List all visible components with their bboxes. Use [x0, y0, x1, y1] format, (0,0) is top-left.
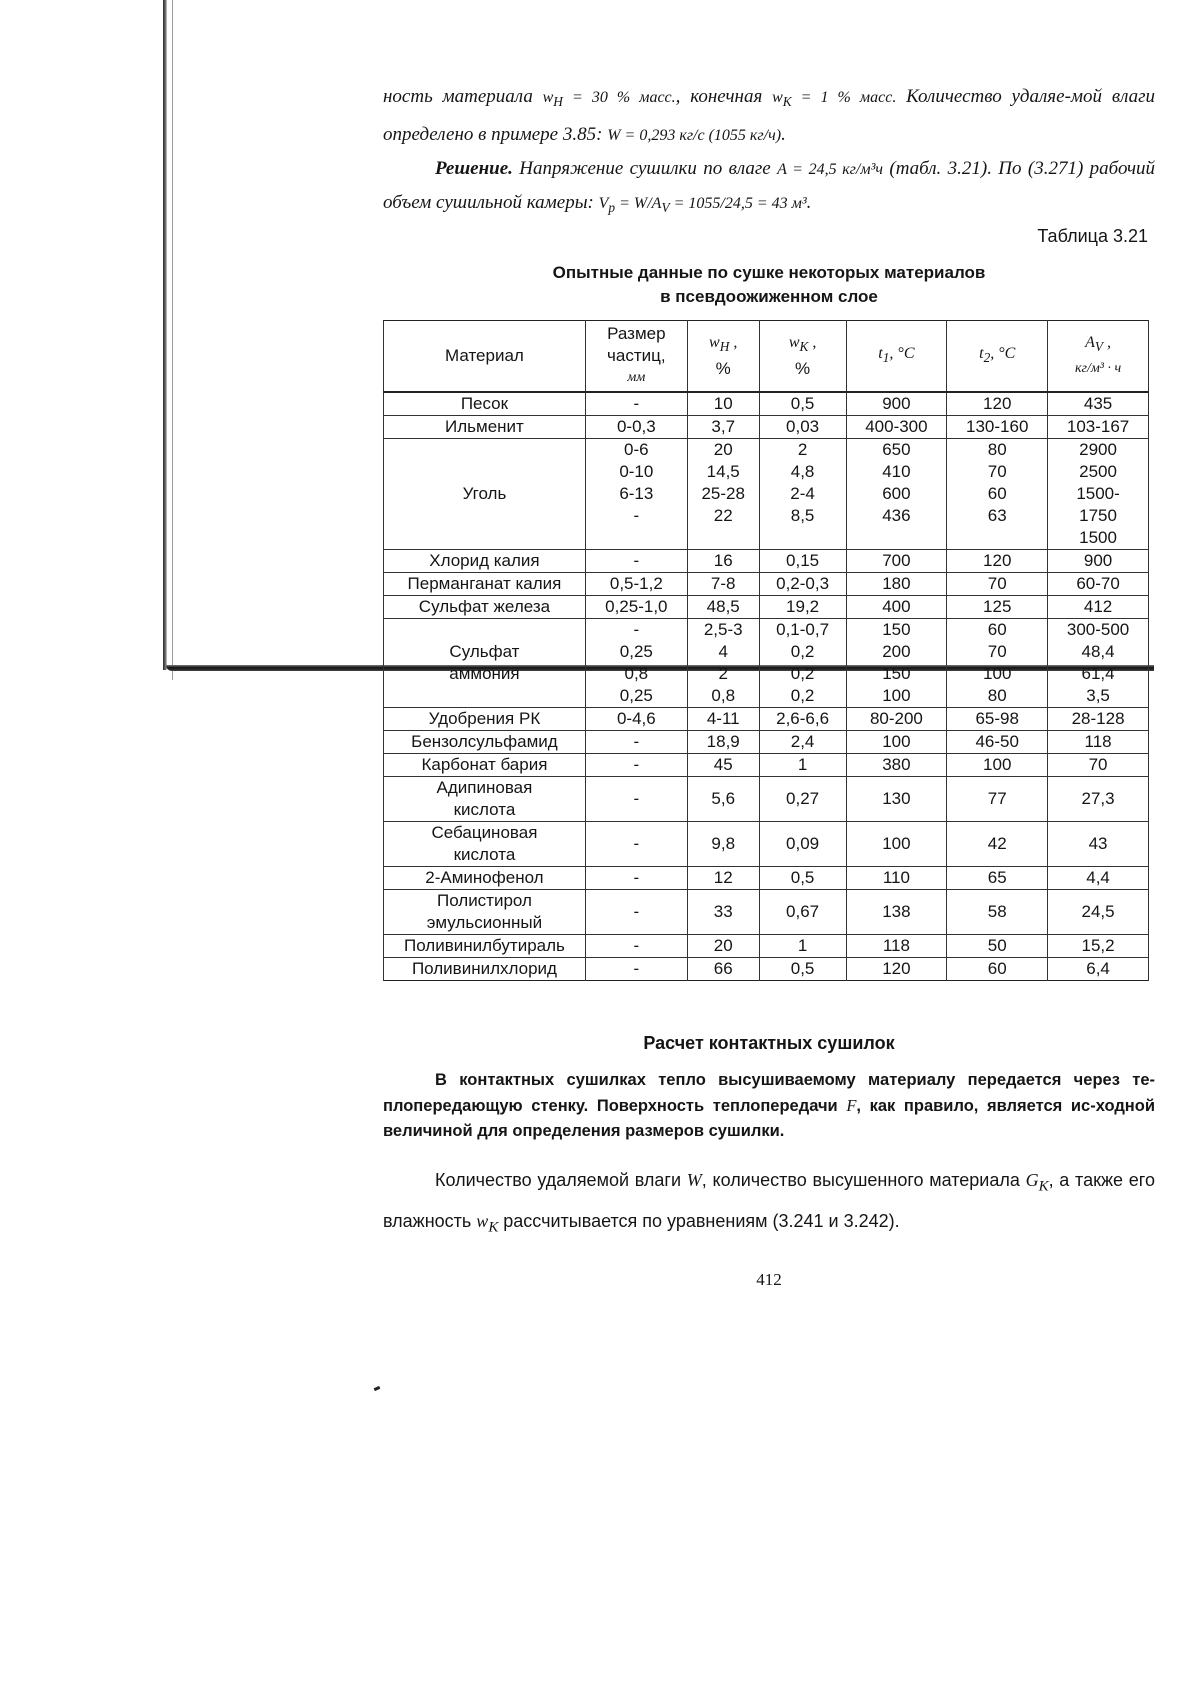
cell-wk: 19,2 — [759, 596, 846, 619]
section-bold-paragraph: В контактных сушилках тепло высушиваемому материалу передается через те-плопередающую стенку. Поверхность теплопередачи F, как правило, является ис-ходной величиной для определения размеров сушилки. — [383, 1071, 1155, 1140]
cell-wk: 1 — [759, 935, 846, 958]
cell-t1: 100 — [846, 731, 947, 754]
table-row — [384, 958, 1149, 981]
cell-material: Бензолсульфамид — [384, 731, 586, 754]
table-body — [384, 392, 1149, 981]
solution-paragraph: Решение. Напряжение сушилки по влаге A = 24,5 кг/м³ч (табл. 3.21). По (3.271) рабочий объем сушильной камеры: $V_р = W/A_V = 1055/24,5 = 43$ м³. — [383, 158, 1156, 216]
table-row — [384, 416, 1149, 439]
cell-wk: 2,6-6,6 — [759, 708, 846, 731]
cell-t2: 100 — [947, 754, 1048, 777]
cell-material: Себациновая кислота — [384, 822, 586, 867]
solution-label: Решение. — [435, 158, 513, 180]
cell-av: 412 — [1048, 596, 1149, 619]
cell-material: Удобрения РК — [384, 708, 586, 731]
cell-size: - — [585, 890, 687, 935]
cell-t2: 80 70 60 63 — [947, 439, 1048, 550]
table-header-row — [384, 321, 1149, 393]
page-number: 412 — [756, 1270, 782, 1289]
cell-wk: 0,15 — [759, 550, 846, 573]
cell-wn: 16 — [687, 550, 759, 573]
table-row — [384, 731, 1149, 754]
cell-t2: 65 — [947, 867, 1048, 890]
cell-t2: 42 — [947, 822, 1048, 867]
table-row — [384, 439, 1149, 550]
cell-av: 60-70 — [1048, 573, 1149, 596]
cell-wk: 0,2-0,3 — [759, 573, 846, 596]
cell-wk: 1 — [759, 754, 846, 777]
section-body-paragraph: Количество удаляемой влаги W, количество высушенного материала $G_К$, а также его влажность $w_К$ рассчитывается по уравнениям (3.241 и 3.242). — [383, 1170, 1155, 1236]
intro-text-b: , конечная — [675, 86, 763, 107]
cell-size: - — [585, 935, 687, 958]
cell-material: Адипиновая кислота — [384, 777, 586, 822]
cell-wk: 0,1-0,7 0,2 0,2 0,2 — [759, 619, 846, 708]
cell-size: 0-4,6 — [585, 708, 687, 731]
cell-t2: 70 — [947, 573, 1048, 596]
scan-edge-left — [163, 0, 167, 670]
cell-av: 2900 2500 1500- 1750 1500 — [1048, 439, 1149, 550]
cell-size: - — [585, 958, 687, 981]
cell-av: 900 — [1048, 550, 1149, 573]
cell-wn: 20 — [687, 935, 759, 958]
header-wk: $w_К$ , % — [759, 321, 846, 393]
table-title-line2: в псевдоожиженном слое — [660, 287, 878, 306]
table-row — [384, 754, 1149, 777]
cell-av: 6,4 — [1048, 958, 1149, 981]
table-row — [384, 777, 1149, 822]
cell-wk: 0,27 — [759, 777, 846, 822]
cell-wn: 20 14,5 25-28 22 — [687, 439, 759, 550]
cell-wn: 9,8 — [687, 822, 759, 867]
table-row — [384, 573, 1149, 596]
header-av: $A_V$ , кг/м³ · ч — [1048, 321, 1149, 393]
cell-av: 24,5 — [1048, 890, 1149, 935]
cell-wk: 0,5 — [759, 867, 846, 890]
cell-av: 300-500 48,4 61,4 3,5 — [1048, 619, 1149, 708]
cell-size: - — [585, 822, 687, 867]
section-title: Расчет контактных сушилок — [643, 1033, 895, 1053]
table-caption: Таблица 3.21 — [1037, 226, 1148, 246]
cell-wn: 10 — [687, 392, 759, 416]
cell-t2: 65-98 — [947, 708, 1048, 731]
cell-t1: 380 — [846, 754, 947, 777]
cell-wn: 18,9 — [687, 731, 759, 754]
cell-wn: 4-11 — [687, 708, 759, 731]
cell-wn: 5,6 — [687, 777, 759, 822]
cell-t2: 46-50 — [947, 731, 1048, 754]
cell-size: - — [585, 777, 687, 822]
table-row — [384, 550, 1149, 573]
wn-formula: $w_Н = 30$ % масс. — [542, 89, 676, 110]
cell-size: - — [585, 867, 687, 890]
cell-wk: 2 4,8 2-4 8,5 — [759, 439, 846, 550]
cell-t1: 400-300 — [846, 416, 947, 439]
cell-material: Перманганат калия — [384, 573, 586, 596]
cell-t2: 60 70 100 80 — [947, 619, 1048, 708]
cell-t1: 650 410 600 436 — [846, 439, 947, 550]
intro-paragraph: ность материала $w_Н = 30$ % масс., конечная $w_К = 1$ % масс. Количество удаляе-мой влаги определено в примере 3.85: W = 0,293 кг/с (1055 кг/ч). — [383, 86, 1155, 146]
cell-material: Хлорид калия — [384, 550, 586, 573]
cell-material: Карбонат бария — [384, 754, 586, 777]
cell-wk: 0,5 — [759, 958, 846, 981]
a-formula: A = 24,5 кг/м³ч — [777, 161, 884, 179]
cell-wn: 2,5-3 4 2 0,8 — [687, 619, 759, 708]
table-row — [384, 708, 1149, 731]
cell-t1: 700 — [846, 550, 947, 573]
cell-t2: 125 — [947, 596, 1048, 619]
cell-t2: 50 — [947, 935, 1048, 958]
cell-material: Сульфат аммония — [384, 619, 586, 708]
cell-t2: 120 — [947, 392, 1048, 416]
cell-t1: 120 — [846, 958, 947, 981]
cell-t2: 58 — [947, 890, 1048, 935]
cell-av: 70 — [1048, 754, 1149, 777]
cell-material: Ильменит — [384, 416, 586, 439]
cell-av: 43 — [1048, 822, 1149, 867]
cell-t1: 110 — [846, 867, 947, 890]
cell-t1: 118 — [846, 935, 947, 958]
cell-wk: 0,03 — [759, 416, 846, 439]
cell-av: 103-167 — [1048, 416, 1149, 439]
cell-wn: 12 — [687, 867, 759, 890]
cell-wn: 48,5 — [687, 596, 759, 619]
cell-t1: 80-200 — [846, 708, 947, 731]
header-material: Материал — [384, 321, 586, 393]
cell-wk: 0,5 — [759, 392, 846, 416]
drying-data-table — [383, 320, 1149, 981]
cell-size: - — [585, 731, 687, 754]
header-wn: $w_Н$ , % — [687, 321, 759, 393]
cell-material: Полистирол эмульсионный — [384, 890, 586, 935]
table-row — [384, 867, 1149, 890]
cell-av: 118 — [1048, 731, 1149, 754]
cell-material: Песок — [384, 392, 586, 416]
cell-av: 27,3 — [1048, 777, 1149, 822]
cell-material: Сульфат железа — [384, 596, 586, 619]
solution-ref: (табл. 3.21). По (3.271) рабочий объем сушильной камеры: — [383, 158, 1156, 214]
cell-size: - — [585, 392, 687, 416]
header-particle-size: Размер частиц, мм — [585, 321, 687, 393]
w-formula: W = 0,293 кг/с (1055 кг/ч) — [607, 127, 782, 145]
cell-t2: 60 — [947, 958, 1048, 981]
cell-size: - 0,25 0,8 0,25 — [585, 619, 687, 708]
intro-text-a: ность материала — [383, 86, 533, 107]
cell-wk: 2,4 — [759, 731, 846, 754]
header-t1: $t_1$, °C — [846, 321, 947, 393]
cell-t2: 120 — [947, 550, 1048, 573]
cell-t1: 150 200 150 100 — [846, 619, 947, 708]
cell-av: 15,2 — [1048, 935, 1149, 958]
table-title — [383, 261, 1155, 309]
cell-t1: 900 — [846, 392, 947, 416]
cell-size: - — [585, 550, 687, 573]
cell-av: 4,4 — [1048, 867, 1149, 890]
table-row — [384, 392, 1149, 416]
scan-edge-left-thin — [172, 0, 173, 680]
cell-size: 0,25-1,0 — [585, 596, 687, 619]
table-row — [384, 890, 1149, 935]
cell-wn: 66 — [687, 958, 759, 981]
cell-t2: 77 — [947, 777, 1048, 822]
cell-t2: 130-160 — [947, 416, 1048, 439]
cell-size: 0-0,3 — [585, 416, 687, 439]
cell-wk: 0,67 — [759, 890, 846, 935]
wk-formula: $w_К = 1$ % масс. — [772, 89, 897, 110]
cell-size: 0,5-1,2 — [585, 573, 687, 596]
cell-material: Поливинилбутираль — [384, 935, 586, 958]
cell-material: Поливинилхлорид — [384, 958, 586, 981]
cell-wn: 33 — [687, 890, 759, 935]
cell-wn: 45 — [687, 754, 759, 777]
cell-t1: 138 — [846, 890, 947, 935]
cell-t1: 130 — [846, 777, 947, 822]
cell-av: 435 — [1048, 392, 1149, 416]
intro-text-c: Количество удаляе-мой влаги определено в примере 3.85: — [383, 86, 1155, 146]
cell-material: Уголь — [384, 439, 586, 550]
cell-av: 28-128 — [1048, 708, 1149, 731]
cell-size: - — [585, 754, 687, 777]
stray-ink-mark — [374, 1386, 381, 1391]
vp-formula: $V_р = W/A_V = 1055/24,5 = 43$ м³ — [598, 195, 807, 216]
cell-t1: 100 — [846, 822, 947, 867]
cell-wn: 3,7 — [687, 416, 759, 439]
cell-material: 2-Аминофенол — [384, 867, 586, 890]
table-row — [384, 619, 1149, 708]
solution-text: Напряжение сушилки по влаге — [512, 158, 771, 180]
cell-t1: 180 — [846, 573, 947, 596]
cell-size: 0-6 0-10 6-13 - — [585, 439, 687, 550]
table-row — [384, 935, 1149, 958]
cell-t1: 400 — [846, 596, 947, 619]
cell-wn: 7-8 — [687, 573, 759, 596]
intro-text — [383, 80, 1155, 224]
table-row — [384, 822, 1149, 867]
table-row — [384, 596, 1149, 619]
table-title-line1: Опытные данные по сушке некоторых материалов — [552, 263, 986, 282]
cell-wk: 0,09 — [759, 822, 846, 867]
header-t2: $t_2$, °C — [947, 321, 1048, 393]
